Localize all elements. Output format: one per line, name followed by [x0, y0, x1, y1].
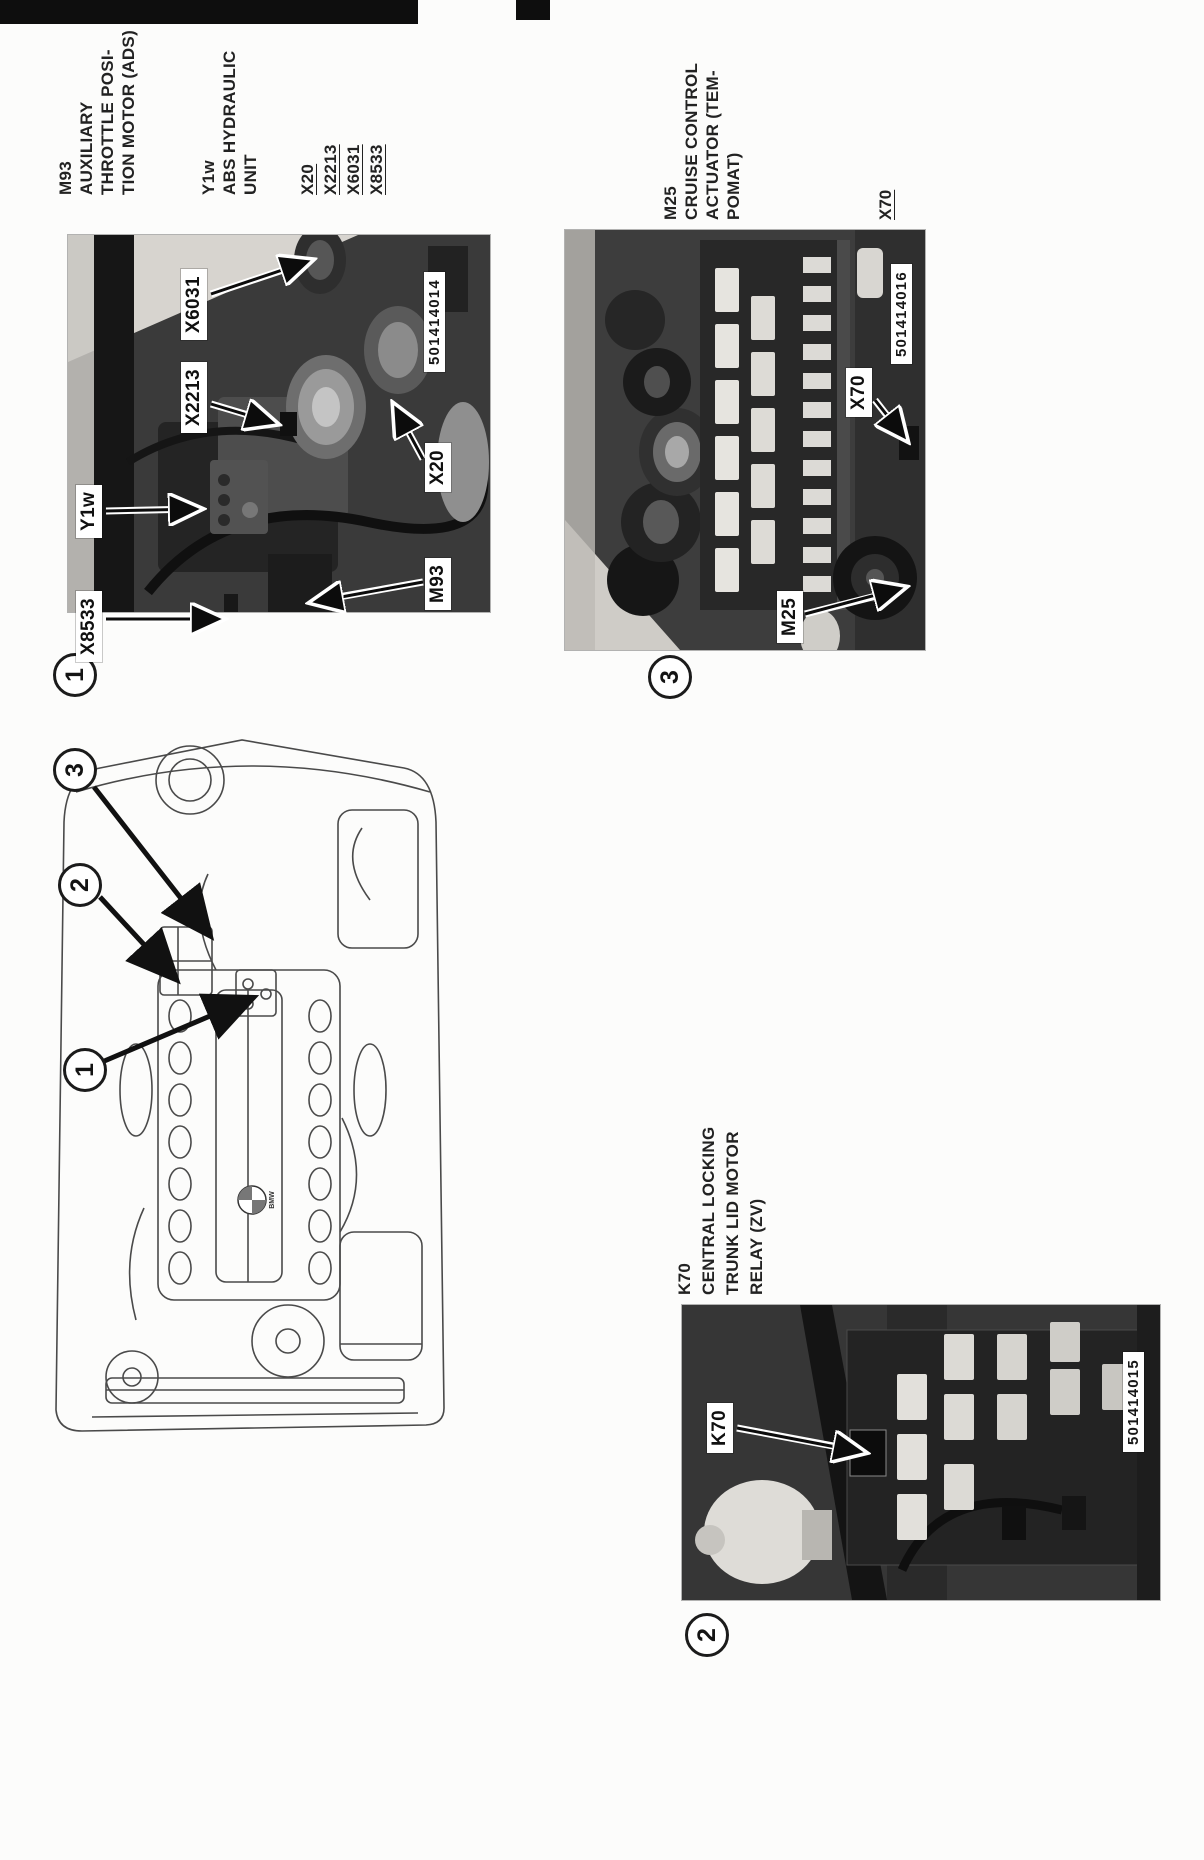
photo-label-x8533: X8533: [76, 591, 102, 662]
panel1-legend-m93: [55, 30, 139, 195]
photo-label-y1w: Y1w: [76, 485, 102, 538]
photo-label-k70: K70: [707, 1403, 733, 1453]
legend-line: POMAT): [724, 152, 743, 220]
drawing-callout-1: [63, 1048, 107, 1092]
legend-line: UNIT: [241, 154, 260, 195]
legend-line: ABS HYDRAULIC: [220, 50, 239, 195]
drawing-callout-3: [53, 748, 97, 792]
photo-label-x2213: X2213: [181, 362, 207, 433]
legend-line: RELAY (ZV): [747, 1198, 766, 1295]
legend-line: K70: [675, 1262, 694, 1295]
legend-line: M93: [56, 161, 75, 195]
callout-2-number: 2: [65, 878, 94, 892]
bmw-roundel-icon: [238, 1186, 276, 1214]
photo-label-m93: M93: [425, 558, 451, 610]
callout-3-number: 3: [60, 763, 89, 777]
connector-code: X6031: [344, 144, 363, 195]
panel3-photo: [565, 230, 925, 650]
legend-line: TRUNK LID MOTOR: [723, 1131, 742, 1295]
panel3-connector-x70: X70: [876, 189, 895, 220]
panel2-photo: [682, 1305, 1160, 1600]
drawing-callout-arrows: [94, 787, 250, 1062]
callout-1-number: 1: [70, 1063, 99, 1077]
photo-label-m25: M25: [777, 591, 803, 643]
panel2-image-id: 501414015: [1123, 1352, 1144, 1452]
legend-line: CENTRAL LOCKING: [699, 1126, 718, 1295]
photo-label-x6031: X6031: [181, 269, 207, 340]
drawing-callout-2: [58, 863, 102, 907]
connector-code: X8533: [367, 144, 386, 195]
panel3-number: 3: [655, 670, 684, 684]
legend-line: CRUISE CONTROL: [682, 62, 701, 220]
legend-line: Y1w: [199, 160, 218, 195]
photo-label-x70: X70: [846, 368, 872, 417]
svg-text:BMW: BMW: [269, 1191, 276, 1209]
panel2-circle-number: [685, 1613, 729, 1657]
legend-line: ACTUATOR (TEM-: [703, 70, 722, 220]
panel2-photo-image: [682, 1305, 1160, 1600]
panel3-photo-image: [565, 230, 925, 650]
scan-edge-mark: [516, 0, 550, 20]
connector-code: X2213: [321, 144, 340, 195]
legend-line: AUXILIARY: [77, 101, 96, 195]
panel1-image-id: 501414014: [424, 272, 445, 372]
panel1-number: 1: [60, 668, 89, 682]
panel2-legend-k70: [673, 1126, 769, 1295]
legend-line: THROTTLE POSI-: [98, 49, 117, 195]
panel3-legend-m25: [660, 63, 744, 220]
scan-edge-artifact: [0, 0, 418, 24]
panel3-image-id: 501414016: [891, 264, 912, 364]
panel2-number: 2: [692, 1628, 721, 1642]
panel1-connector-list: [296, 144, 388, 195]
engine-bay-line-drawing: [40, 730, 460, 1440]
legend-line: TION MOTOR (ADS): [119, 29, 138, 195]
photo-label-x20: X20: [425, 443, 451, 492]
panel1-legend-y1w: [198, 50, 261, 195]
panel3-circle-number: [648, 655, 692, 699]
connector-code: X20: [298, 163, 317, 195]
panel1-photo: [68, 235, 490, 655]
legend-line: M25: [661, 186, 680, 220]
